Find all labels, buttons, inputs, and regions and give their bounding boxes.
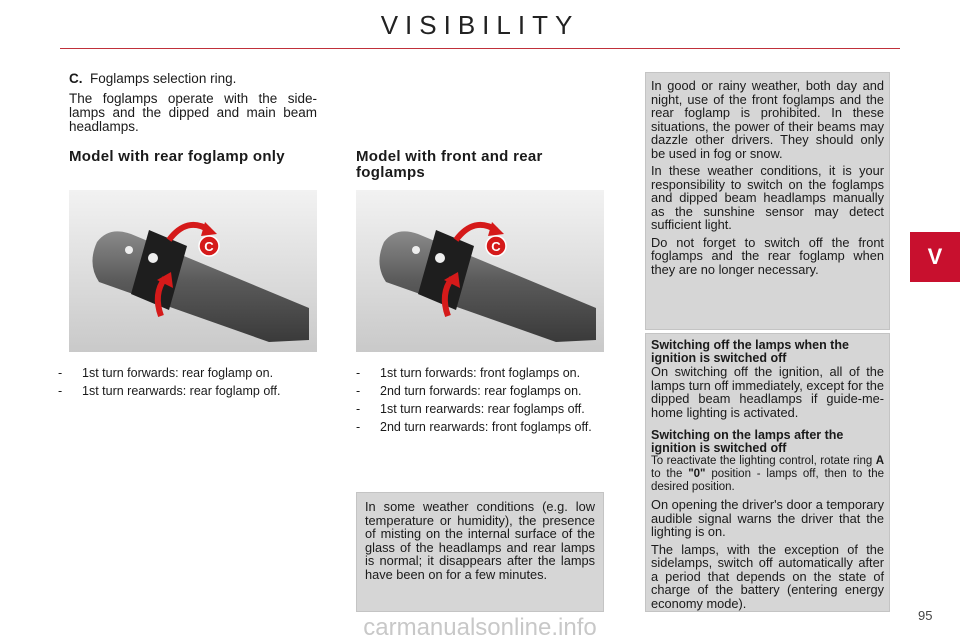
list-item: - 1st turn rearwards: rear foglamp off. (58, 384, 328, 399)
lighting-stalk-icon (69, 190, 317, 352)
switch-on-text-c: position - lamps off, then to the desired position. (651, 468, 885, 493)
footer-watermark: carmanualsonline.info (363, 614, 597, 641)
left-list (58, 366, 328, 402)
door-signal-text: On opening the driver's door a temporary audible signal warns the driver that the lighting is on. (651, 497, 884, 539)
left-heading: Model with rear foglamp only (69, 148, 285, 165)
switch-on-text (651, 455, 884, 494)
sidelamps-text: The lamps, with the exception of the sidelamps, switch off automatically after a period that depends on the state of charge of the battery (entering energy economy mode). (651, 541, 884, 611)
switch-on-text-b: to the (651, 468, 683, 480)
intro-label-line (69, 72, 317, 86)
intro-block (69, 72, 317, 134)
middle-heading: Model with front and rear foglamps (356, 148, 543, 181)
chapter-tab[interactable]: V (910, 232, 960, 282)
page-number: 95 (918, 608, 933, 623)
image-label-c: C (491, 239, 501, 254)
image-label-c: C (204, 239, 214, 254)
list-item: - 2nd turn rearwards: front foglamps off. (356, 420, 610, 435)
list-item: - 2nd turn forwards: rear foglamps on. (356, 384, 610, 399)
misting-note: In some weather conditions (e.g. low temperature or humidity), the presence of misting on the internal surface of the glass of the headlamps and rear lamps is normal; it disappears after the lamps have been on for a few minutes. (365, 499, 595, 582)
intro-body: The foglamps operate with the side-lamps and the dipped and main beam headlamps. (69, 91, 317, 134)
warning-paragraph: In good or rainy weather, both day and night, use of the front foglamps and the rear foglamp is prohibited. In these situations, the power of their beams may dazzle other drivers. They should only be used in fog or snow. (651, 78, 884, 161)
lighting-stalk-icon (356, 190, 604, 352)
stalk-image-rear (69, 190, 317, 352)
middle-list (356, 366, 610, 438)
warning-paragraph: In these weather conditions, it is your responsibility to switch on the foglamps and dipped beam headlamps manually as the sunshine sensor may detect sufficient light. (651, 163, 884, 232)
page-title: VISIBILITY (380, 10, 580, 40)
switch-on-text-a: To reactivate the lighting control, rotate ring (651, 455, 873, 467)
ring-label: A (875, 455, 884, 467)
position-label: "0" (688, 468, 706, 480)
title-divider (60, 48, 900, 49)
list-item: - 1st turn rearwards: rear foglamps off. (356, 402, 610, 417)
intro-label: C. (69, 71, 83, 86)
switch-off-text: On switching off the ignition, all of the lamps turn off immediately, except for the dipped beam headlamps if guide-me-home lighting is activated. (651, 364, 884, 420)
switch-off-heading: Switching off the lamps when the ignition is switched off (651, 338, 849, 365)
lamps-info-box (645, 333, 890, 612)
list-item: - 1st turn forwards: rear foglamp on. (58, 366, 328, 381)
misting-note-box (356, 492, 604, 612)
stalk-image-front-rear (356, 190, 604, 352)
warning-paragraph: Do not forget to switch off the front foglamps and the rear foglamp when they are no longer necessary. (651, 234, 884, 277)
foglamp-warning-box (645, 72, 890, 330)
switch-on-heading: Switching on the lamps after the ignition is switched off (651, 428, 844, 455)
intro-label-text: Foglamps selection ring. (90, 71, 237, 86)
list-item: - 1st turn forwards: front foglamps on. (356, 366, 610, 381)
